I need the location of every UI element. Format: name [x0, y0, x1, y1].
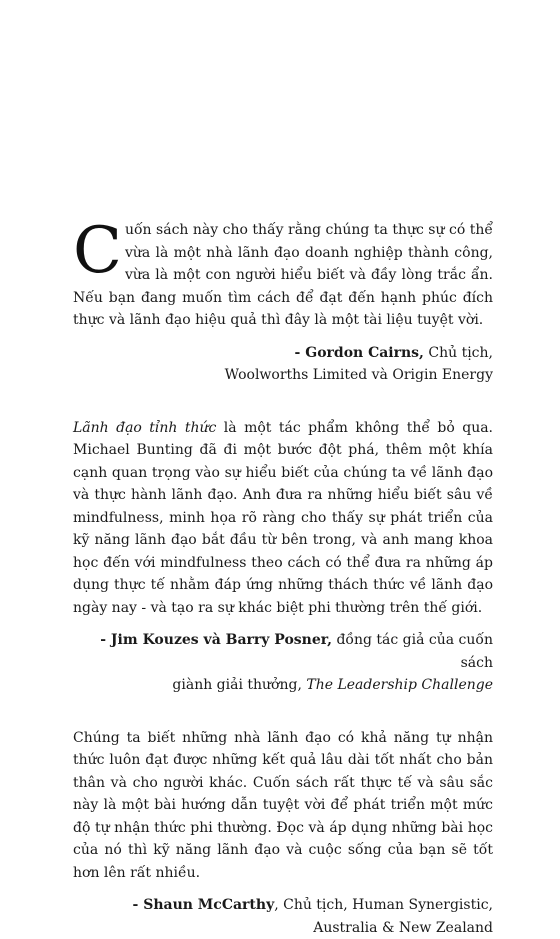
endorsement-quote	[73, 727, 493, 885]
endorsement-quote	[73, 417, 493, 620]
author-name: - Shaun McCarthy	[133, 897, 275, 913]
author-role: đồng tác giả của cuốn sách	[332, 632, 493, 671]
quote-text: là một tác phẩm không thể bỏ qua. Michael Bunting đã đi một bước đột phá, thêm một khía cạnh quan trọng vào sự hiểu biết của chúng ta về lãnh đạo và thực hành lãnh đạo. Anh đưa ra những hiểu biết sâu về mindfulness, minh họa rõ ràng cho thấy sự phát triển của kỹ năng lãnh đạo bắt đầu từ bên trong, và anh mang khoa học đến với mindfulness theo cách có thể đưa ra những áp dụng thực tế nhằm đáp ứng những thách thức về lãnh đạo ngày nay - và tạo ra sự khác biệt phi thường trên thế giới.	[73, 420, 493, 616]
endorsement-shaun-mccarthy	[73, 727, 493, 939]
author-organization: Woolworths Limited và Origin Energy	[225, 367, 493, 383]
quote-text: uốn sách này cho thấy rằng chúng ta thực sự có thể vừa là một nhà lãnh đạo doanh nghiệp thành công, vừa là một con người hiểu biết và đầy lòng trắc ẩn. Nếu bạn đang muốn tìm cách để đạt đến hạnh phúc đích thực và lãnh đạo hiệu quả thì đây là một tài liệu tuyệt vời.	[73, 222, 493, 328]
author-name: - Jim Kouzes và Barry Posner,	[100, 632, 332, 648]
award-book-title: The Leadership Challenge	[306, 677, 493, 693]
endorsements-page	[73, 219, 493, 939]
author-name: - Gordon Cairns,	[295, 345, 424, 361]
attribution	[73, 629, 493, 697]
endorsement-gordon-cairns	[73, 219, 493, 387]
author-role: , Chủ tịch, Human Synergistic,	[274, 897, 493, 913]
author-role-cont: giành giải thưởng,	[172, 677, 306, 693]
attribution	[73, 342, 493, 387]
attribution	[73, 894, 493, 939]
endorsement-kouzes-posner	[73, 417, 493, 697]
quote-text: Chúng ta biết những nhà lãnh đạo có khả năng tự nhận thức luôn đạt được những kết quả lâu dài tốt nhất cho bản thân và cho người khác. Cuốn sách rất thực tế và sâu sắc này là một bài hướng dẫn tuyệt vời để phát triển một mức độ tự nhận thức phi thường. Đọc và áp dụng những bài học của nó thì kỹ năng lãnh đạo và cuộc sống của bạn sẽ tốt hơn lên rất nhiều.	[73, 730, 493, 881]
book-title: Lãnh đạo tỉnh thức	[73, 420, 216, 436]
endorsement-quote	[73, 219, 493, 332]
author-organization: Australia & New Zealand	[313, 920, 493, 936]
author-role: Chủ tịch,	[424, 345, 493, 361]
drop-cap: C	[73, 219, 124, 277]
